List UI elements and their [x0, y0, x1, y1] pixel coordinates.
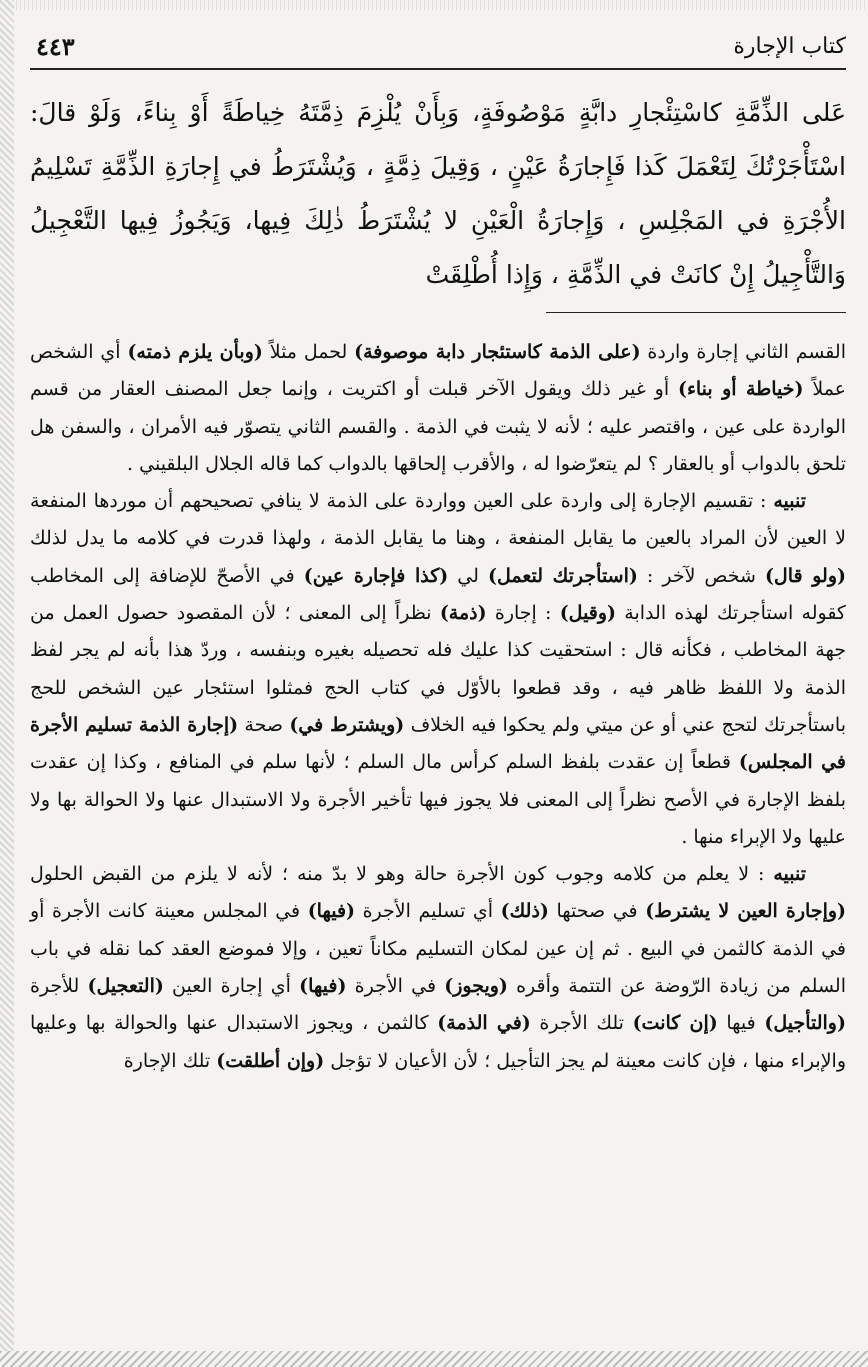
text-span: نظراً إلى المعنى ؛ لأن المقصود حصول العمل من جهة المخاطب ، فكأنه قال : استحقيت كذا عليك فله تحصيله بغيره وبنفسه ، وردّ هذا بأنه لم يجر لفظ الذمة ولا اللفظ ظاهر فيه ، وقد قطعوا بالأوّل في كتاب الحج فمثلوا استئجار عين الشخص للحج باستأجرتك لتحج عني أو عن ميتي ولم يحكوا فيه الخلاف — [30, 602, 847, 736]
text-span: لي — [448, 564, 488, 587]
quoted-phrase: (في الذمة) — [437, 1012, 531, 1035]
quoted-phrase: (فيها) — [299, 975, 347, 998]
text-span: للأجرة — [30, 975, 88, 998]
quoted-phrase: (والتأجيل) — [764, 1012, 846, 1035]
main-text: عَلى الذِّمَّةِ كاسْتِئْجارِ دابَّةٍ مَوْصُوفَةٍ، وَبِأَنْ يُلْزِمَ ذِمَّتَهُ خِياطَةً أَوْ بِناءً، وَلَوْ قالَ: اسْتَأْجَرْتُكَ لِتَعْمَلَ كَذا فَإِجارَةُ عَيْنٍ ، وَقِيلَ ذِمَّةٍ ، وَيُشْتَرَطُ في إِجارَةِ الذِّمَّةِ تَسْلِيمُ الأُجْرَةِ في المَجْلِسِ ، وَإِجارَةُ الْعَيْنِ لا يُشْتَرَطُ ذٰلِكَ فِيها، وَيَجُوزُ فِيها التَّعْجِيلُ وَالتَّأْجِيلُ إِنْ كانَتْ في الذِّمَّةِ ، وَإِذا أُطْلِقَتْ — [30, 98, 846, 289]
text-span: : إجارة — [486, 602, 560, 625]
quoted-phrase: (ويشترط في) — [289, 713, 405, 736]
quoted-phrase: (التعجيل) — [87, 975, 164, 998]
text-span: : تقسيم الإجارة إلى واردة على العين وواردة على الذمة لا ينافي تصحيحهم أن موردها المنفعة لا العين لأن المراد بالعين ما يقابل المنفعة ، وهنا ما يقابل الذمة ، ولهذا قدرت في كلامه ما يدل لذلك — [30, 490, 846, 550]
text-span: كالثمن ، ويجوز الاستبدال عنها والحوالة بها وعليها والإبراء منها ، فإن كانت معينة لم يجز التأجيل ؛ لأن الأعيان لا تؤجل — [30, 1012, 846, 1072]
quoted-phrase: (وإن أطلقت) — [216, 1049, 325, 1072]
page-header — [30, 28, 846, 70]
note-label: تنبيه — [773, 863, 806, 886]
page-number: ٤٤٣ — [36, 32, 75, 61]
text-span: لحمل مثلاً — [262, 341, 355, 363]
text-span: تلك الإجارة — [123, 1049, 217, 1072]
commentary-paragraph-1 — [30, 334, 846, 483]
text-span: القسم الثاني إجارة واردة — [640, 341, 846, 363]
text-span: : لا يعلم من كلامه وجوب كون الأجرة حالة وهو لا بدّ منه ؛ لأنه لا يلزم من القبض الحلول — [30, 863, 774, 886]
text-span: أي تسليم الأجرة — [355, 900, 501, 923]
text-span: فيها — [717, 1012, 765, 1035]
commentary — [30, 334, 846, 1080]
quoted-phrase: (كذا فإجارة عين) — [303, 564, 449, 587]
scan-top-edge — [0, 0, 868, 10]
quoted-phrase: (وقيل) — [559, 602, 617, 625]
text-span: في المجلس معينة كانت الأجرة أو في الذمة كالثمن في البيع . ثم إن عين لمكان التسليم مكاناً تعين ، وإلا فموضع العقد كما نقله في باب السلم من زيادة الرّوضة عن التتمة وأقره — [30, 900, 846, 998]
text-span: أي إجارة العين — [163, 975, 300, 998]
footnote-divider — [546, 312, 846, 313]
scan-left-edge — [0, 0, 14, 1367]
scan-bottom-edge — [0, 1351, 868, 1367]
quoted-phrase: (إجارة الذمة تسليم الأجرة في المجلس) — [30, 713, 847, 774]
text-span: في الأصحّ للإضافة إلى المخاطب كقوله استأجرتك لهذه الدابة — [30, 564, 846, 625]
quoted-phrase: (إن كانت) — [632, 1012, 718, 1035]
quoted-phrase: (ذلك) — [500, 900, 549, 923]
text-span: شخص لآخر : — [637, 564, 765, 587]
quoted-phrase: (فيها) — [307, 900, 356, 923]
quoted-phrase: (خياطة أو بناء) — [677, 378, 804, 401]
commentary-paragraph-3 — [30, 856, 846, 1080]
book-title: كتاب الإجارة — [733, 34, 846, 59]
text-span: أي الشخص عملاً — [30, 341, 847, 401]
text-span: أو غير ذلك ويقول الآخر قبلت أو اكتريت ، وإنما جعل المصنف العقار من قسم الواردة على عين ، واقتصر عليه ؛ لأنه لا يثبت في الذمة . والقسم الثاني يتصوّر فيه الأمران ، والسفن هل تلحق بالدواب أو بالعقار ؟ لم يتعرّضوا له ، والأقرب إلحاقها بالدواب كما قاله الجلال البلقيني . — [30, 378, 846, 475]
text-span: قطعاً إن عقدت بلفظ السلم كرأس مال السلم ؛ لأنها سلم في المنافع ، وكذا إن عقدت بلفظ الإجارة في الأصح نظراً إلى المعنى فلا يجوز فيها تأخير الأجرة ولا الاستبدال عنها ولا الحوالة بها ولا عليها ولا الإبراء منها . — [30, 751, 846, 848]
text-span: صحة — [238, 713, 290, 736]
text-span: تلك الأجرة — [530, 1012, 633, 1035]
quoted-phrase: (استأجرتك لتعمل) — [487, 564, 638, 587]
quoted-phrase: (ذمة) — [439, 602, 487, 625]
text-span: في الأجرة — [346, 975, 445, 998]
note-label: تنبيه — [773, 490, 806, 513]
quoted-phrase: (ولو قال) — [764, 564, 846, 587]
quoted-phrase: (وبأن يلزم ذمته) — [127, 341, 263, 363]
quoted-phrase: (ويجوز) — [444, 975, 508, 998]
quoted-phrase: (وإجارة العين لا يشترط) — [645, 900, 847, 923]
quoted-phrase: (على الذمة كاستئجار دابة موصوفة) — [354, 341, 641, 363]
commentary-paragraph-2 — [30, 483, 846, 856]
text-span: في صحتها — [548, 900, 646, 923]
